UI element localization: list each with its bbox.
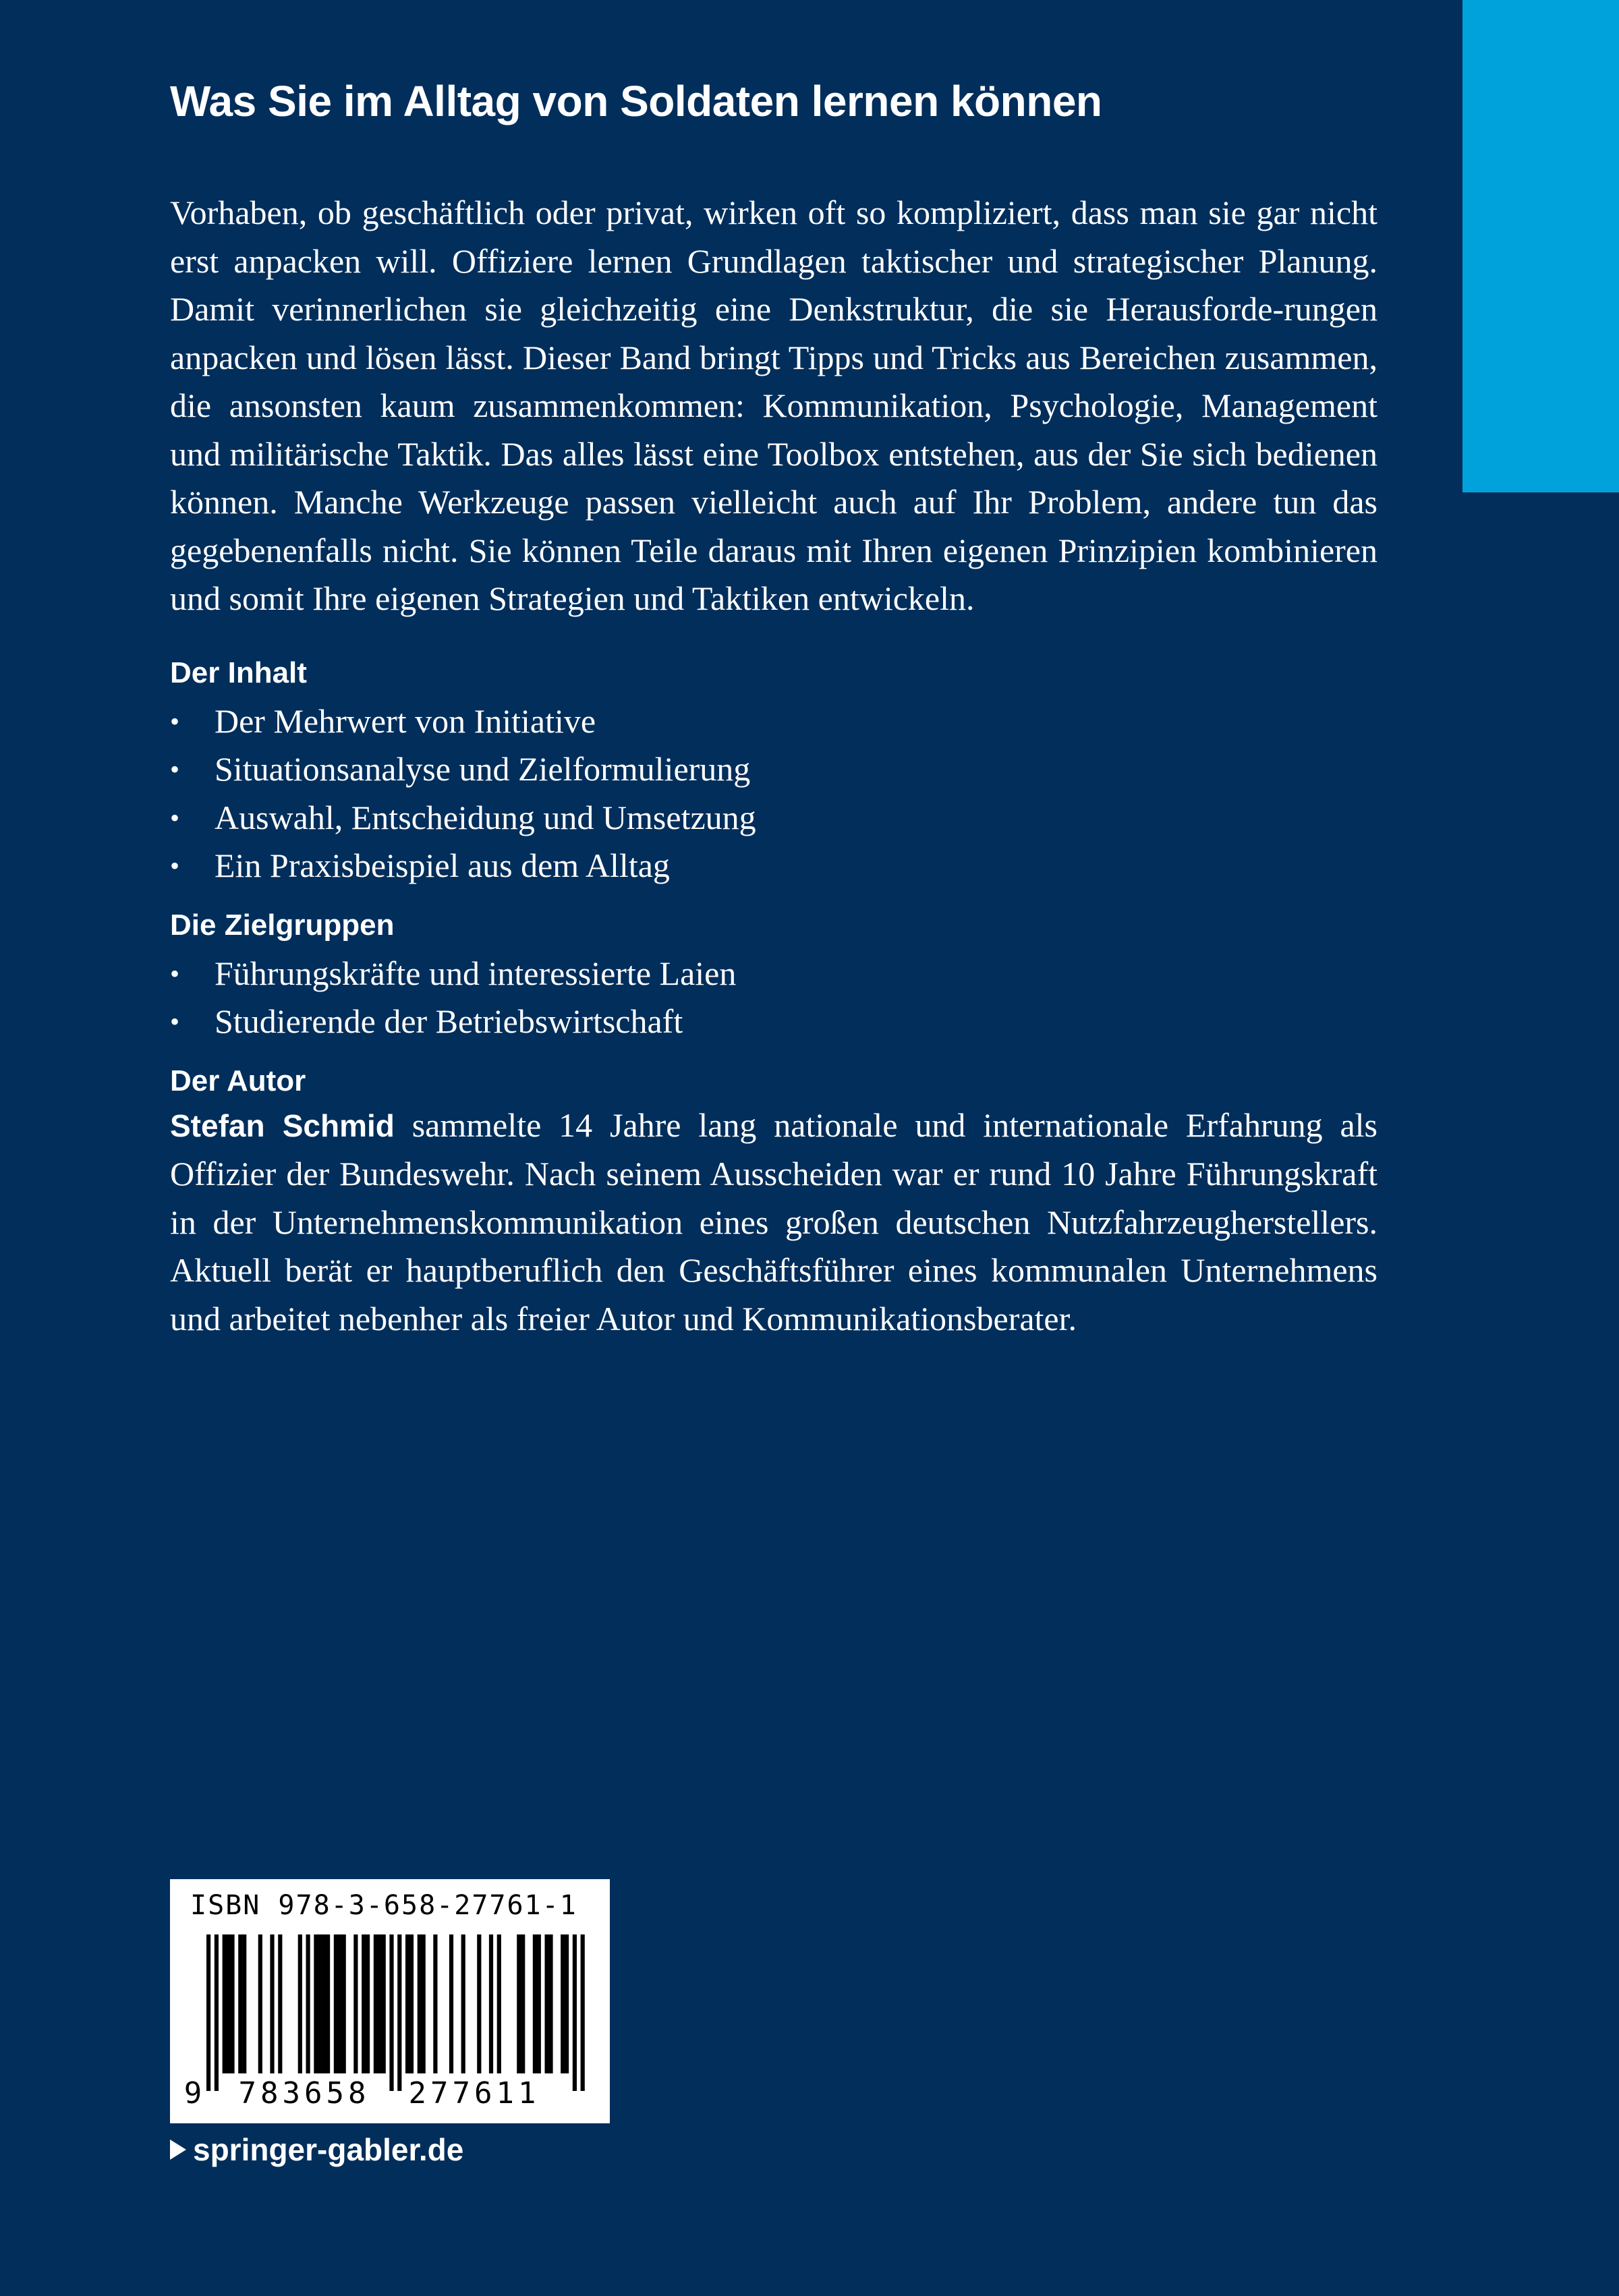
isbn-label: ISBN 978-3-658-27761-1 (190, 1890, 577, 1921)
barcode-bar (497, 1934, 501, 2073)
barcode-bar (318, 1934, 322, 2073)
barcode-guard-bar (215, 1934, 219, 2091)
barcode-bar (374, 1934, 378, 2073)
headline: Was Sie im Alltag von Soldaten lernen können (170, 77, 1102, 125)
barcode-bar (378, 1934, 382, 2073)
list-item (170, 950, 1377, 998)
barcode-bar (314, 1934, 318, 2073)
contents-item-text: Situationsanalyse und Zielformulierung (215, 750, 751, 788)
barcode-bar (561, 1934, 565, 2073)
contents-item-text: Der Mehrwert von Initiative (215, 701, 596, 740)
barcode-bar (278, 1934, 282, 2073)
barcode-bar (242, 1934, 246, 2073)
list-item (170, 697, 1377, 746)
barcode-bar (238, 1934, 242, 2073)
barcode-bar (298, 1934, 302, 2073)
bullet-icon: • (170, 706, 180, 737)
barcode-bar (461, 1934, 465, 2073)
contents-heading: Der Inhalt (170, 656, 307, 689)
barcode-guard-bar (573, 1934, 577, 2091)
bullet-icon: • (170, 1006, 180, 1037)
play-arrow-icon (170, 2140, 186, 2160)
audience-heading: Die Zielgruppen (170, 908, 395, 942)
barcode-guard-bar (581, 1934, 585, 2091)
barcode-bar (418, 1934, 422, 2073)
list-item (170, 794, 1377, 842)
barcode-guard-bar (389, 1934, 393, 2091)
barcode-bar (548, 1934, 552, 2073)
barcode-bar (258, 1934, 262, 2073)
barcode-bar (405, 1934, 409, 2073)
barcode-bar (230, 1934, 234, 2073)
barcode-bar (322, 1934, 326, 2073)
bullet-icon: • (170, 802, 180, 833)
barcode-bar (306, 1934, 310, 2073)
barcode-first-digit: 9 (183, 2076, 202, 2111)
barcode-bar (449, 1934, 453, 2073)
barcode-guard-bar (397, 1934, 401, 2091)
barcode-bar (362, 1934, 366, 2073)
barcode-bar (521, 1934, 525, 2073)
list-item (170, 745, 1377, 794)
barcode-bar (477, 1934, 481, 2073)
barcode-bar (433, 1934, 437, 2073)
barcode-bar (342, 1934, 346, 2073)
list-item (170, 842, 1377, 890)
barcode-bar (353, 1934, 358, 2073)
barcode-bar (334, 1934, 338, 2073)
barcode-bar (489, 1934, 493, 2073)
barcode-bar (223, 1934, 227, 2073)
accent-bar (1462, 0, 1619, 492)
list-item (170, 998, 1377, 1046)
barcode-bar (227, 1934, 231, 2073)
isbn-barcode (170, 1879, 610, 2123)
audience-item-text: Studierende der Betriebswirtschaft (215, 1002, 683, 1040)
contents-list (170, 697, 1377, 890)
barcode-guard-bar (206, 1934, 210, 2091)
blurb-paragraph: Vorhaben, ob geschäftlich oder privat, wirken oft so kompliziert, dass man sie gar nicht erst anpacken will. Offiziere lernen Grundlagen taktischer und strategischer Planung. Damit verinnerlichen sie gleichzeitig eine Denkstruktur, die sie Herausforde-rungen anpacken und lösen lässt. Dieser Band bringt Tipps und Tricks aus Bereichen zusammen, die ansonsten kaum zusammenkommen: Kommunikation, Psychologie, Management und militärische Taktik. Das alles lässt eine Toolbox entstehen, aus der Sie sich bedienen können. Manche Werkzeuge passen vielleicht auch auf Ihr Problem, andere tun das gegebenenfalls nicht. Sie können Teile daraus mit Ihren eigenen Prinzipien kombinieren und somit Ihre eigenen Strategien und Taktiken entwickeln. (170, 194, 1377, 617)
contents-item-text: Ein Praxisbeispiel aus dem Alltag (215, 846, 670, 884)
text-block (170, 189, 1377, 1343)
publisher-website (170, 2131, 463, 2168)
barcode-bar (517, 1934, 521, 2073)
barcode-bar (565, 1934, 569, 2073)
bullet-icon: • (170, 958, 180, 989)
barcode-bar (338, 1934, 342, 2073)
barcode-right-digits: 277611 (408, 2076, 540, 2111)
barcode-bar (270, 1934, 274, 2073)
website-text: springer-gabler.de (193, 2132, 464, 2167)
barcode-bar (537, 1934, 541, 2073)
author-bio-text: sammelte 14 Jahre lang nationale und internationale Erfahrung als Offizier der Bundeswehr. Nach seinem Ausscheiden war er rund 10 Jahre Führungskraft in der Unternehmenskommunikation eines großen deutschen Nutzfahrzeugherstellers. Aktuell berät er hauptberuflich den Geschäftsführer eines kommunalen Unternehmens und arbeitet nebenher als freier Autor und Kommunikationsberater. (170, 1106, 1377, 1338)
author-heading: Der Autor (170, 1064, 306, 1097)
barcode-bars (183, 1934, 596, 2111)
barcode-bar (409, 1934, 414, 2073)
author-name: Stefan Schmid (170, 1108, 395, 1143)
barcode-bar (545, 1934, 549, 2073)
bullet-icon: • (170, 754, 180, 784)
barcode-bar (366, 1934, 370, 2073)
barcode-left-digits: 783658 (238, 2076, 370, 2111)
barcode-bar (326, 1934, 330, 2073)
barcode-bar (422, 1934, 426, 2073)
barcode-bar (533, 1934, 537, 2073)
author-bio (170, 1101, 1377, 1344)
contents-item-text: Auswahl, Entscheidung und Umsetzung (215, 798, 756, 836)
barcode-bar (382, 1934, 386, 2073)
bullet-icon: • (170, 851, 180, 881)
audience-list (170, 950, 1377, 1046)
audience-item-text: Führungskräfte und interessierte Laien (215, 954, 737, 992)
